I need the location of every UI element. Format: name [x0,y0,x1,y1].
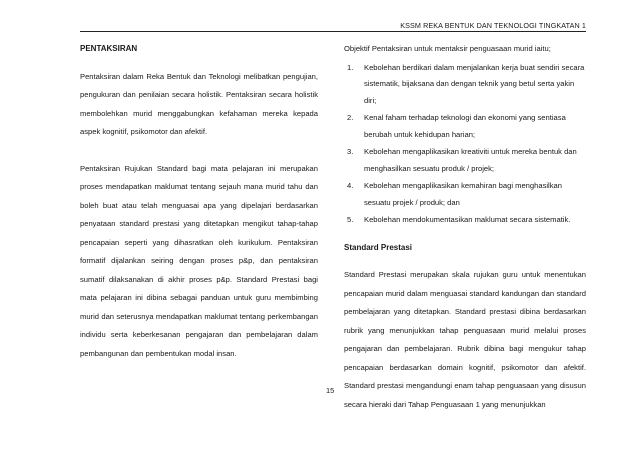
objectives-list [344,59,586,230]
list-text: Kebolehan berdikari dalam menjalankan kerja buat sendiri secara sistematik, bijaksana dan dengan teknik yang betul serta yakin diri; [364,62,585,105]
list-text: Kebolehan mendokumentasikan maklumat secara sistematik. [364,215,571,224]
paragraph-prs: Pentaksiran Rujukan Standard bagi mata pelajaran ini merupakan proses mendapatkan maklumat tentang sejauh mana murid tahu dan boleh buat atau telah menguasai apa yang dipelajari berdasarkan penyataan standard prestasi yang ditetapkan mengikut tahap-tahap pencapaian seperti yang dihasratkan oleh kurikulum. Pentaksiran formatif dijalankan seiring dengan proses p&p, dan pentaksiran sumatif dilaksanakan di akhir proses p&p. Standard Prestasi bagi mata pelajaran ini dibina sebagai panduan untuk guru membimbing murid dan seterusnya mendapatkan maklumat tentang perkembangan individu serta keberkesanan pengajaran dan pembelajaran dalam pembangunan dan pembentukan modal insan. [80,163,318,358]
left-column [80,40,318,363]
paragraph-pentaksiran-intro: Pentaksiran dalam Reka Bentuk dan Teknologi melibatkan pengujian, pengukuran dan penilaian secara holistik. Pentaksiran secara holistik membolehkan murid menggabungkan kefahaman mereka kepada aspek kognitif, psikomotor dan afektif. [80,71,318,136]
list-item [344,143,586,177]
list-number: 4. [347,181,354,190]
header-rule [80,31,586,32]
list-number: 1. [347,62,354,72]
list-number: 2. [347,113,354,122]
running-header: KSSM REKA BENTUK DAN TEKNOLOGI TINGKATAN 1 [400,21,586,30]
list-text: Kebolehan mengaplikasikan kemahiran bagi menghasilkan sesuatu projek / produk; dan [364,181,562,207]
section-heading-pentaksiran: PENTAKSIRAN [80,44,138,53]
list-item [344,109,586,143]
page-number: 15 [326,386,335,395]
list-item [344,177,586,211]
right-column [344,40,586,414]
list-number: 3. [347,147,354,156]
list-text: Kebolehan mengaplikasikan kreativiti untuk mereka bentuk dan menghasilkan sesuatu produk / projek; [364,147,577,173]
list-number: 5. [347,215,354,224]
section-heading-standard-prestasi: Standard Prestasi [344,242,413,252]
paragraph-standard-prestasi: Standard Prestasi merupakan skala rujukan guru untuk menentukan pencapaian murid dalam menguasai standard kandungan dan standard pembelajaran yang ditetapkan. Standard prestasi dibina berdasarkan rubrik yang menunjukkan tahap penguasaan murid melalui proses pengajaran dan pembelajaran. Rubrik dibina bagi mengukur tahap pencapaian berdasarkan domain kognitif, psikomotor dan afektif. Standard prestasi mengandungi enam tahap penguasaan yang disusun secara hieraki dari Tahap Penguasaan 1 yang menunjukkan [344,270,586,409]
list-text: Kenal faham terhadap teknologi dan ekonomi yang sentiasa berubah untuk kehidupan harian; [364,113,566,139]
objectives-intro: Objektif Pentaksiran untuk mentaksir penguasaan murid iaitu; [344,44,551,53]
list-item [344,211,586,230]
list-item [344,59,586,110]
